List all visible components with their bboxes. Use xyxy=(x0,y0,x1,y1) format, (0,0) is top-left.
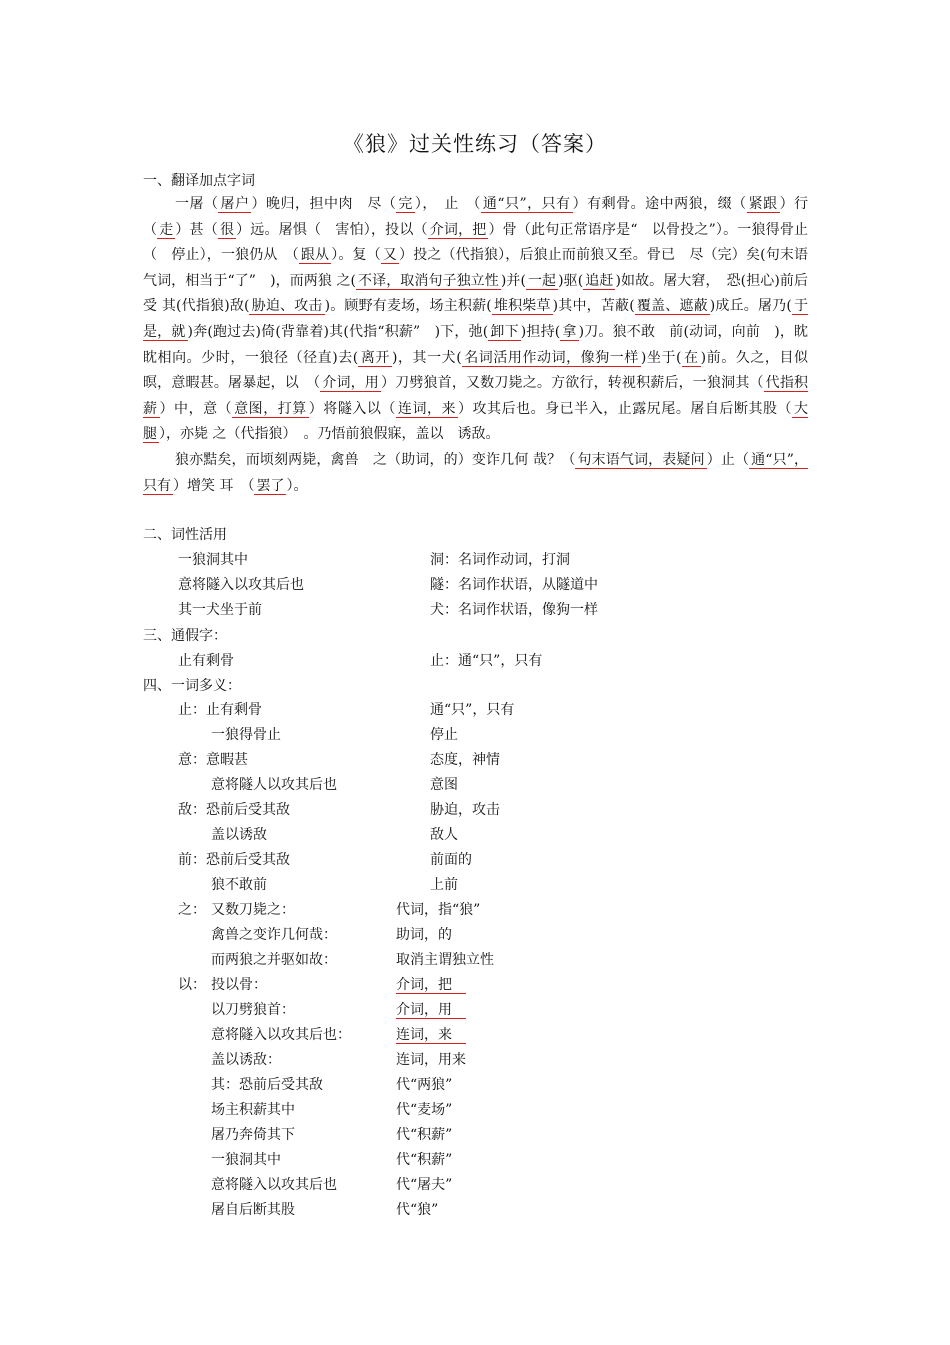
polysemy-meaning: 连词，用来 xyxy=(396,1052,466,1068)
polysemy-example: 又数刀毙之： xyxy=(211,902,295,918)
section-4-heading: 四、一词多义： xyxy=(143,678,241,694)
polysemy-example: 屠自后断其股 xyxy=(211,1202,295,1218)
passage-text: ）甚（ xyxy=(175,221,218,238)
answer-text: 名词活用作动词，像狗一样 xyxy=(463,349,639,366)
answer-text: 大腿 xyxy=(143,400,809,443)
polysemy-meaning xyxy=(396,999,466,1019)
answer-text: 介词，用 xyxy=(396,1002,466,1019)
polysemy-example: 意暇甚 xyxy=(206,752,248,768)
passage-text: 一屠（ xyxy=(175,196,219,212)
polysemy-example: 止有剩骨 xyxy=(206,702,262,718)
answer-text: 覆盖、遮蔽 xyxy=(636,298,708,315)
answer-text: 又 xyxy=(382,247,398,264)
usage-example: 一狼洞其中 xyxy=(178,552,248,568)
usage-example: 意将隧入以攻其后也 xyxy=(178,577,304,593)
polysemy-meaning: 停止 xyxy=(430,727,458,743)
tongjia-example: 止有剩骨 xyxy=(178,653,234,669)
polysemy-meaning: 胁迫，攻击 xyxy=(430,802,500,818)
answer-text: 连词，来 xyxy=(397,400,457,417)
passage-paragraph-1 xyxy=(143,192,808,448)
polysemy-example: 狼不敢前 xyxy=(211,877,267,893)
polysemy-example: 以刀劈狼首： xyxy=(211,1002,295,1018)
tongjia-meaning: 止：通“只”，只有 xyxy=(430,653,543,669)
answer-text: 在 xyxy=(683,349,699,366)
passage-text: ）增笑 耳 （ xyxy=(173,477,255,494)
answer-text: 罢了 xyxy=(256,477,285,494)
polysemy-meaning xyxy=(396,974,466,994)
polysemy-key: 止： xyxy=(178,702,206,718)
polysemy-meaning: 上前 xyxy=(430,877,458,893)
usage-meaning: 犬：名词作状语，像狗一样 xyxy=(430,602,598,618)
passage-text: )奔(跑过去)倚(背靠着)其(代指“积薪” )下，弛( xyxy=(187,323,489,340)
passage-text: ）投之（代指狼），后狼止而前狼又至。骨已 尽（完）矣(句末语气词，相当于“了” )，而两狼 之( xyxy=(143,247,809,289)
passage-text: ）晚归，担中肉 尽（ xyxy=(251,196,397,212)
polysemy-key: 前： xyxy=(178,852,206,868)
answer-text: 介词，把 xyxy=(429,221,487,238)
answer-text: 通“只”，只有 xyxy=(143,451,809,494)
polysemy-meaning: 代“狼” xyxy=(396,1202,439,1218)
usage-example: 其一犬坐于前 xyxy=(178,602,262,618)
passage-text: ）止（ xyxy=(706,451,750,468)
polysemy-meaning: 意图 xyxy=(430,777,458,793)
polysemy-example: 屠乃奔倚其下 xyxy=(211,1127,295,1143)
section-1-heading: 一、翻译加点字词 xyxy=(143,173,255,189)
answer-text: 不译，取消句子独立性 xyxy=(357,272,499,289)
passage-text: ）有剩骨。途中两狼，缀（ xyxy=(572,196,747,212)
polysemy-meaning: 取消主谓独立性 xyxy=(396,952,494,968)
usage-meaning: 洞：名词作动词，打洞 xyxy=(430,552,570,568)
polysemy-example: 禽兽之变诈几何哉： xyxy=(211,927,337,943)
passage-text: ）。 xyxy=(286,477,308,494)
answer-text: 卸下 xyxy=(490,323,519,340)
answer-text: 一起 xyxy=(527,272,557,289)
polysemy-meaning: 通“只”，只有 xyxy=(430,702,515,718)
polysemy-example: 投以骨： xyxy=(211,977,267,993)
passage-text: ）， 止 （ xyxy=(414,196,481,212)
answer-text: 代指积薪 xyxy=(143,375,809,417)
answer-text: 紧跟 xyxy=(748,196,778,212)
passage-text: )担持( xyxy=(520,323,561,340)
polysemy-meaning: 代“积薪” xyxy=(396,1127,453,1143)
polysemy-example: 意将隧入以攻其后也： xyxy=(211,1027,351,1043)
polysemy-meaning: 代“两狼” xyxy=(396,1077,453,1093)
passage-text: ）。复（ xyxy=(331,247,381,264)
polysemy-example: 盖以诱敌 xyxy=(211,827,267,843)
section-2-heading: 二、词性活用 xyxy=(143,527,227,543)
polysemy-meaning: 态度，神情 xyxy=(430,752,500,768)
passage-text: )并( xyxy=(500,272,526,289)
passage-text: )。顾野有麦场，场主积薪( xyxy=(324,298,492,315)
answer-text: 胁迫、攻击 xyxy=(251,298,323,315)
answer-text: 堆积柴草 xyxy=(493,298,551,315)
polysemy-meaning xyxy=(396,1024,466,1044)
passage-text: ）远。屠惧（ 害怕），投以（ xyxy=(236,221,428,238)
polysemy-example: 一狼得骨止 xyxy=(211,727,281,743)
page-title: 《狼》过关性练习（答案） xyxy=(343,132,607,156)
answer-text: 走 xyxy=(159,221,174,238)
answer-text: 通“只”，只有 xyxy=(482,196,571,212)
polysemy-example: 其：恐前后受其敌 xyxy=(211,1077,323,1093)
polysemy-example: 而两狼之并驱如故： xyxy=(211,952,337,968)
polysemy-example: 场主积薪其中 xyxy=(211,1102,295,1118)
passage-text: ）骨（此句正常语序是“ 以骨投之”）。一狼得骨止（ 停止），一狼仍从 （ xyxy=(143,221,809,264)
usage-meaning: 隧：名词作状语，从隧道中 xyxy=(430,577,598,593)
section-3-heading: 三、通假字： xyxy=(143,628,227,644)
passage-text: )其中，苫蔽( xyxy=(552,298,635,315)
polysemy-key: 之： xyxy=(178,902,206,918)
passage-text: ）行（ xyxy=(143,196,809,238)
polysemy-example: 意将隧人以攻其后也 xyxy=(211,777,337,793)
passage-text: ）将隧入以（ xyxy=(308,400,396,417)
polysemy-key: 意： xyxy=(178,752,206,768)
passage-paragraph-2 xyxy=(143,448,808,499)
answer-text: 意图，打算 xyxy=(234,400,307,417)
answer-text: 很 xyxy=(219,221,235,238)
polysemy-example: 盖以诱敌： xyxy=(211,1052,281,1068)
polysemy-example: 意将隧入以攻其后也 xyxy=(211,1177,337,1193)
passage-text: ）刀劈狼首，又数刀毙之。方欲行，转视积薪后，一狼洞其（ xyxy=(380,375,764,392)
answer-text: 跟从 xyxy=(300,247,330,264)
answer-text: 介词，把 xyxy=(396,977,466,994)
passage-text: ）攻其后也。身已半入，止露尻尾。屠自后断其股（ xyxy=(458,400,793,417)
polysemy-key: 以： xyxy=(178,977,206,993)
answer-text: 屠户 xyxy=(220,196,250,212)
polysemy-example: 恐前后受其敌 xyxy=(206,802,290,818)
polysemy-meaning: 代“积薪” xyxy=(396,1152,453,1168)
answer-text: 句末语气词，表疑问 xyxy=(577,451,705,468)
passage-text: )如故。屠大窘， 恐(担心)前后受 其(代指狼)敌( xyxy=(143,272,808,315)
polysemy-example: 一狼洞其中 xyxy=(211,1152,281,1168)
polysemy-meaning: 前面的 xyxy=(430,852,472,868)
passage-text: ），亦毙 之（代指狼） 。乃悟前狼假寐，盖以 诱敌。 xyxy=(159,426,500,443)
passage-text: )，其一犬( xyxy=(391,349,462,366)
answer-text: 离开 xyxy=(360,349,390,366)
answer-text: 完 xyxy=(398,196,413,212)
polysemy-meaning: 助词，的 xyxy=(396,927,452,943)
polysemy-meaning: 代“屠夫” xyxy=(396,1177,453,1193)
passage-text: )驱( xyxy=(558,272,584,289)
polysemy-meaning: 代“麦场” xyxy=(396,1102,453,1118)
polysemy-meaning: 代词，指“狼” xyxy=(396,902,481,918)
passage xyxy=(143,192,808,499)
passage-text: )前。久之，目似暝，意暇甚。屠暴起，以 （ xyxy=(143,349,808,392)
answer-text: 拿 xyxy=(562,323,577,340)
answer-text: 于是，就 xyxy=(143,298,808,340)
polysemy-key: 敌： xyxy=(178,802,206,818)
passage-text: ）中，意（ xyxy=(159,400,233,417)
answer-text: 追赶 xyxy=(585,272,614,289)
polysemy-meaning: 敌人 xyxy=(430,827,458,843)
answer-text: 介词，用 xyxy=(322,375,379,392)
passage-text: )坐于( xyxy=(640,349,682,366)
passage-text: 狼亦黠矣，而顷刻两毙，禽兽 之（助词，的）变诈几何 哉？（ xyxy=(175,451,576,468)
passage-text: )成丘。屠乃( xyxy=(709,298,792,315)
passage-text: )刀。狼不敢 前(动词，向前 )，眈眈相向。少时，一狼径（径直)去( xyxy=(143,323,809,366)
polysemy-example: 恐前后受其敌 xyxy=(206,852,290,868)
answer-text: 连词，来 xyxy=(396,1027,466,1044)
